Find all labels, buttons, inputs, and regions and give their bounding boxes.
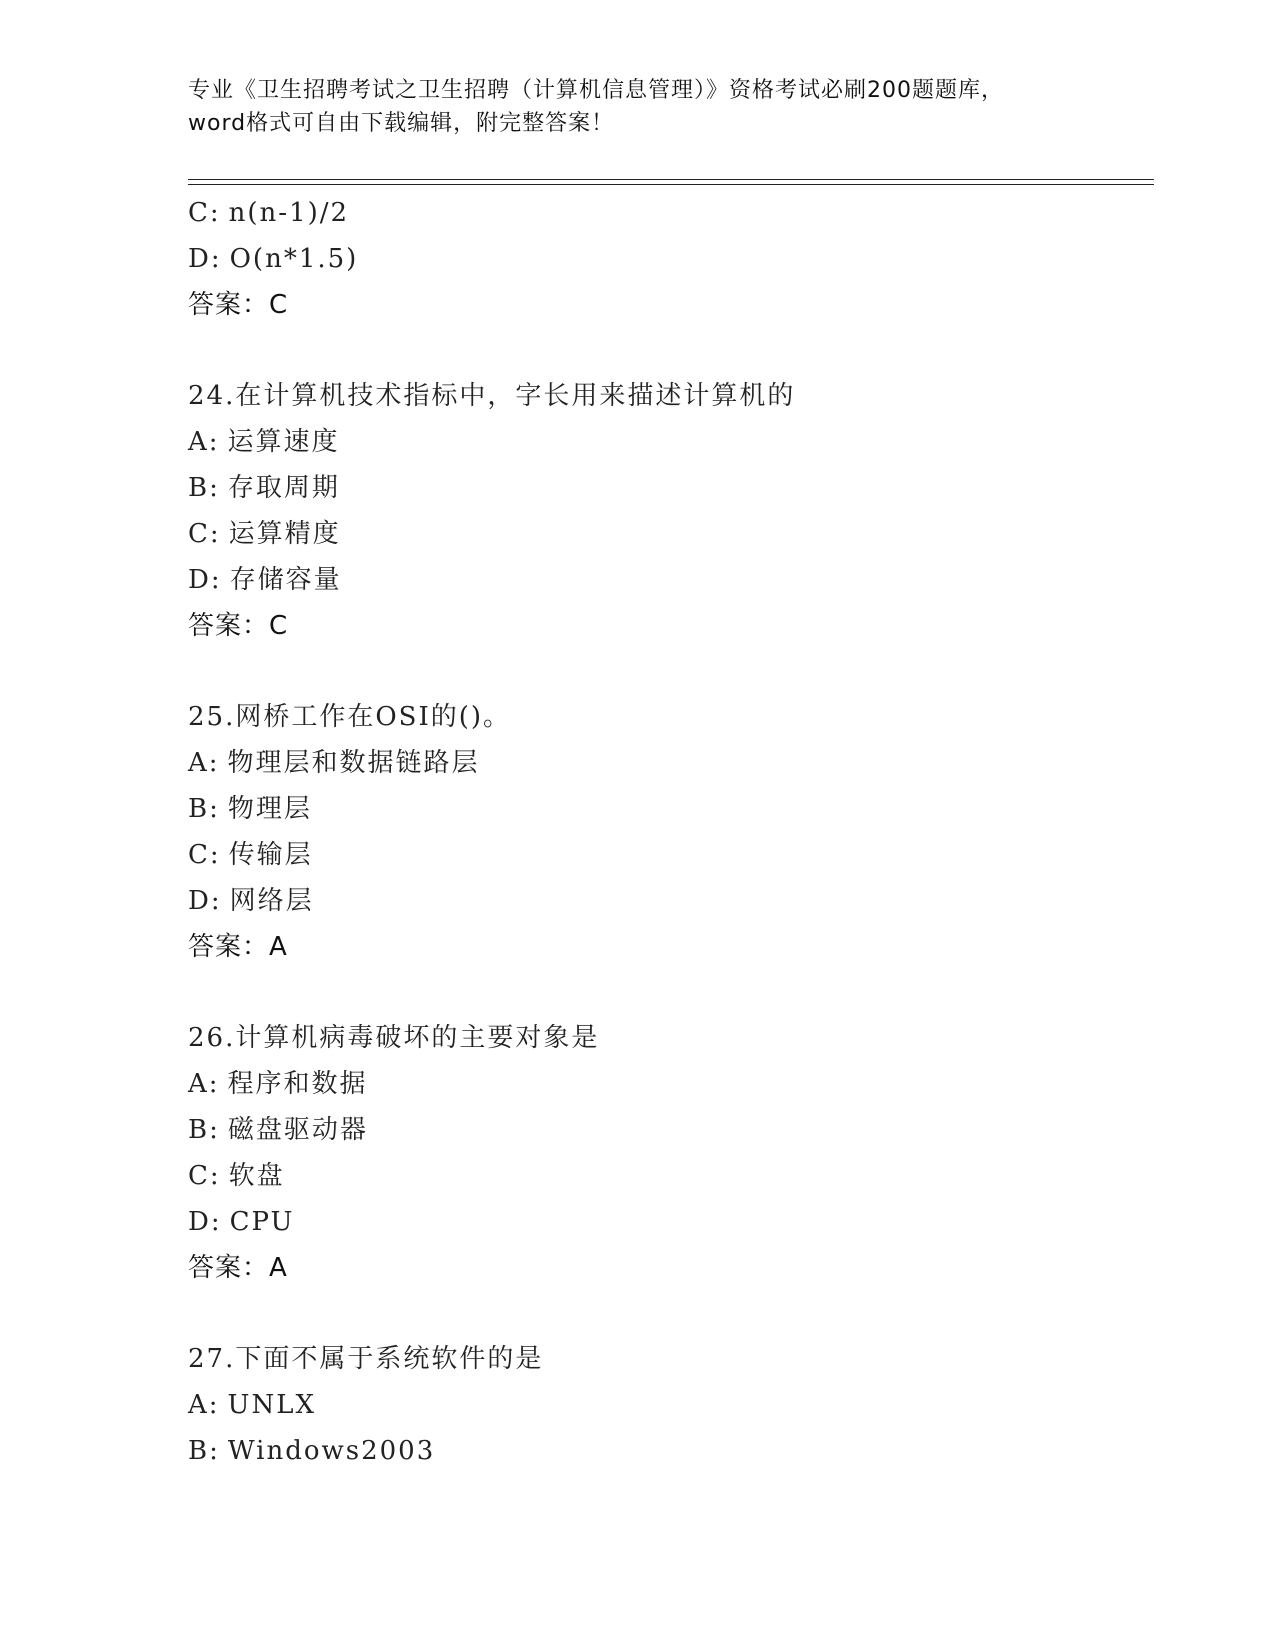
option-text: 存储容量 [229,565,342,595]
option-text: 运算精度 [228,519,341,549]
answer-line: 答案：C [188,290,289,320]
document-header [188,74,1088,140]
option-text: UNLX [227,1390,316,1420]
option-letter: C: [188,840,221,870]
option-letter: D: [188,1207,222,1237]
spacer [188,328,1148,373]
option-a [188,419,1148,465]
option-d [188,1199,1148,1245]
header-divider-top [188,179,1154,180]
option-letter: D: [188,565,222,595]
question-26 [188,1015,1148,1291]
answer-line: 答案：A [188,932,288,962]
option-text: 运算速度 [227,427,340,457]
spacer [188,970,1148,1015]
option-d [188,557,1148,603]
option-text: 传输层 [228,840,313,870]
option-letter: B: [188,1115,220,1145]
header-divider-bottom [188,184,1154,185]
option-letter: D: [188,244,222,274]
question-25 [188,694,1148,970]
option-letter: C: [188,198,221,228]
option-b [188,1107,1148,1153]
option-c [188,832,1148,878]
option-text: 物理层和数据链路层 [227,748,480,778]
option-letter: B: [188,794,220,824]
option-text: n(n-1)/2 [228,198,350,228]
question-24 [188,373,1148,649]
option-c [188,511,1148,557]
header-line-1: 专业《卫生招聘考试之卫生招聘（计算机信息管理）》资格考试必刷200题题库， [188,78,1004,103]
option-letter: D: [188,886,222,916]
option-text: O(n*1.5) [229,244,359,274]
option-text: Windows2003 [227,1436,436,1466]
option-b [188,465,1148,511]
option-text: 物理层 [227,794,312,824]
option-text: 软盘 [228,1161,285,1191]
option-text: 存取周期 [227,473,340,503]
option-letter: B: [188,1436,220,1466]
question-stem: 24.在计算机技术指标中，字长用来描述计算机的 [188,381,796,411]
option-text: CPU [229,1207,295,1237]
option-b [188,786,1148,832]
option-b [188,1428,1148,1474]
question-27 [188,1336,1148,1474]
option-text: 网络层 [229,886,314,916]
question-stem: 25.网桥工作在OSI的()。 [188,702,512,732]
option-letter: A: [188,1069,220,1099]
option-c [188,1153,1148,1199]
option-text: 磁盘驱动器 [227,1115,368,1145]
answer-line: 答案：C [188,611,289,641]
option-letter: C: [188,1161,221,1191]
option-a [188,740,1148,786]
option-text: 程序和数据 [227,1069,368,1099]
option-d [188,878,1148,924]
option-c [188,190,1148,236]
option-letter: B: [188,473,220,503]
question-stem: 27.下面不属于系统软件的是 [188,1344,544,1374]
option-d [188,236,1148,282]
question-list [188,190,1148,1474]
option-letter: A: [188,427,220,457]
spacer [188,1291,1148,1336]
spacer [188,649,1148,694]
option-letter: A: [188,748,220,778]
question-partial [188,190,1148,328]
question-stem: 26.计算机病毒破坏的主要对象是 [188,1023,600,1053]
option-letter: C: [188,519,221,549]
answer-line: 答案：A [188,1253,288,1283]
header-line-2: word格式可自由下载编辑，附完整答案！ [188,111,615,136]
option-a [188,1061,1148,1107]
option-a [188,1382,1148,1428]
option-letter: A: [188,1390,220,1420]
